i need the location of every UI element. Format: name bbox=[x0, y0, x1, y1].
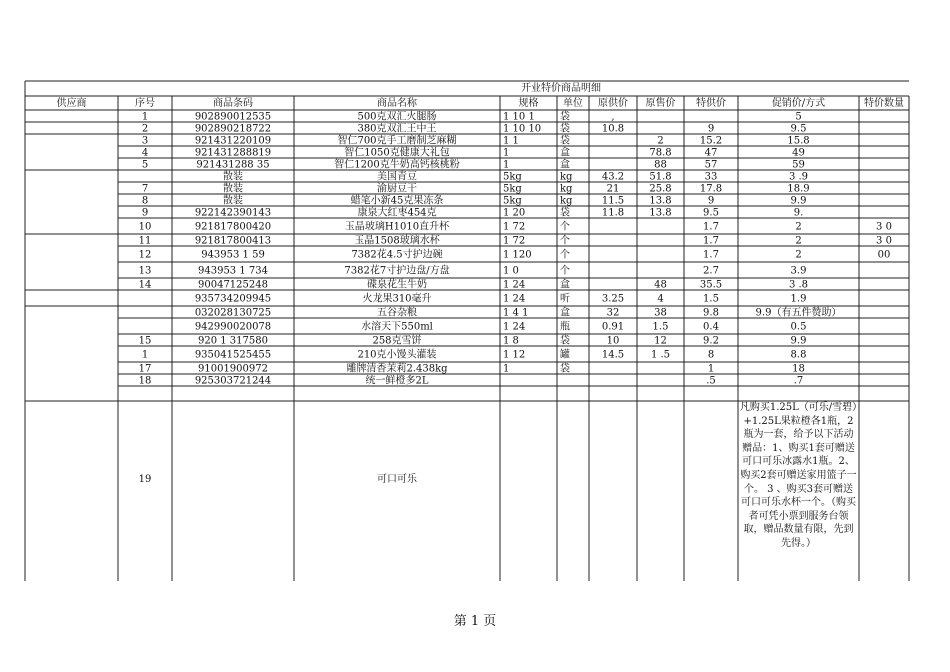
cell-unit: 袋 bbox=[560, 111, 570, 123]
header-special-supply: 特供价 bbox=[696, 98, 726, 109]
cell-spec: 1 24 bbox=[503, 321, 526, 333]
cell-special-supply: 17.8 bbox=[699, 183, 723, 195]
cell-special-supply: 57 bbox=[704, 159, 718, 171]
cell-orig-supply: 3.25 bbox=[601, 293, 625, 305]
table-row bbox=[139, 264, 807, 277]
cell-name: 智仁1050克健康大礼包 bbox=[344, 147, 450, 159]
cell-name: 美国青豆 bbox=[377, 171, 417, 183]
cell-orig-supply: 10 bbox=[606, 335, 620, 347]
cell-seq: 5 bbox=[141, 159, 149, 171]
table-row bbox=[142, 194, 807, 207]
cell-unit: 盒 bbox=[560, 279, 570, 291]
table-row bbox=[142, 122, 807, 135]
table-row bbox=[139, 248, 891, 261]
cell-barcode: 散装 bbox=[223, 183, 243, 195]
cell-special-qty: 00 bbox=[877, 249, 891, 261]
cell-barcode: 935041525455 bbox=[194, 349, 272, 361]
cell-seq: 1 bbox=[141, 349, 149, 361]
cell-spec: 1 bbox=[503, 159, 510, 171]
cell-unit: 罐 bbox=[560, 349, 570, 361]
cell-unit: kg bbox=[560, 183, 573, 195]
cell-special-supply: 1.7 bbox=[703, 235, 719, 247]
table-row bbox=[139, 374, 804, 387]
cell-unit: 个 bbox=[560, 249, 570, 261]
cell-promo: 5 bbox=[795, 111, 802, 123]
cell-name: 380克双汇王中王 bbox=[357, 123, 437, 135]
cell-special-qty: 3 0 bbox=[876, 235, 892, 247]
cell-special-supply: .5 bbox=[706, 375, 716, 387]
cell-seq: 12 bbox=[138, 249, 152, 261]
cell-orig-retail: 48 bbox=[654, 279, 667, 291]
cell-barcode: 032028130725 bbox=[194, 307, 272, 319]
cell-spec: 1 24 bbox=[503, 279, 526, 291]
cell-special-supply: 1.7 bbox=[703, 249, 719, 261]
header-promo: 促销价/方式 bbox=[771, 98, 826, 109]
cell-promo: 3 .9 bbox=[788, 171, 809, 183]
header-orig-retail: 原售价 bbox=[645, 98, 676, 109]
cell-orig-supply: 10.8 bbox=[601, 123, 625, 135]
table-row bbox=[139, 234, 892, 247]
table-row bbox=[139, 220, 892, 233]
cell-unit: 个 bbox=[560, 221, 570, 233]
cell-orig-supply: 43.2 bbox=[601, 171, 625, 183]
header-seq: 序号 bbox=[135, 98, 155, 109]
cell-name: 玉晶玻璃H1010直升杯 bbox=[344, 221, 450, 233]
cell-orig-retail: 88 bbox=[654, 159, 667, 171]
cell-spec: 1 8 bbox=[503, 335, 519, 347]
cell-seq: 19 bbox=[138, 474, 152, 485]
cell-unit: 瓶 bbox=[560, 321, 570, 333]
cell-seq: 17 bbox=[138, 363, 152, 375]
cell-name: 智仁1200克牛奶高钙核桃粉 bbox=[334, 159, 460, 171]
cell-barcode: 925303721244 bbox=[194, 375, 272, 387]
cell-spec: 5kg bbox=[503, 171, 522, 183]
cell-seq: 4 bbox=[141, 147, 149, 159]
cell-orig-supply: 14.5 bbox=[601, 349, 625, 361]
cell-unit: 袋 bbox=[560, 123, 570, 135]
cell-promo: 2 bbox=[795, 249, 802, 261]
cell-barcode: 922142390143 bbox=[194, 207, 272, 219]
cell-orig-retail: 13.8 bbox=[649, 195, 672, 207]
cell-unit: 袋 bbox=[560, 135, 570, 147]
cell-promo: 2 bbox=[795, 221, 802, 233]
cell-special-supply: 1.7 bbox=[703, 221, 719, 233]
cell-seq: 7 bbox=[141, 183, 149, 195]
cell-special-supply: 33 bbox=[704, 171, 718, 183]
cell-name: 统一鲜橙多2L bbox=[365, 375, 429, 387]
cell-unit: 袋 bbox=[560, 207, 570, 219]
cell-special-supply: 9.8 bbox=[703, 307, 719, 319]
table-row bbox=[139, 473, 418, 485]
cell-name: 7382花7寸护边盘/方盘 bbox=[344, 265, 450, 277]
cell-barcode: 902890012535 bbox=[194, 111, 272, 123]
cell-orig-supply: 11.5 bbox=[601, 195, 625, 207]
cell-unit: kg bbox=[560, 171, 573, 183]
cell-special-qty: 3 0 bbox=[876, 221, 892, 233]
cell-spec: 1 120 bbox=[503, 249, 532, 261]
cell-special-supply: 9 bbox=[707, 195, 715, 207]
cell-orig-retail: 38 bbox=[654, 307, 667, 319]
table-row bbox=[142, 146, 805, 159]
cell-name: 智仁700克手工磨制芝麻糊 bbox=[337, 135, 457, 147]
cell-spec: 1 10 10 bbox=[503, 123, 542, 135]
cell-promo: 2 bbox=[795, 235, 802, 247]
cell-spec: 1 72 bbox=[503, 235, 526, 247]
cell-unit: 袋 bbox=[560, 363, 570, 375]
cell-barcode: 921817800420 bbox=[194, 221, 272, 233]
cell-promo: .7 bbox=[793, 375, 804, 387]
cell-promo: 9.9 bbox=[790, 335, 807, 347]
header-unit: 单位 bbox=[563, 98, 583, 109]
cell-promo: 9.9 bbox=[790, 195, 807, 207]
table-row bbox=[139, 278, 808, 291]
cell-promo: 9.5 bbox=[790, 123, 807, 135]
header-orig-supply: 原供价 bbox=[598, 98, 628, 109]
page-number: 第 1 页 bbox=[453, 614, 497, 629]
cell-spec: 1 bbox=[503, 147, 510, 159]
cell-special-supply: 9.5 bbox=[703, 207, 719, 219]
header-supplier: 供应商 bbox=[56, 98, 87, 109]
cell-barcode: 921431220109 bbox=[194, 135, 272, 147]
cell-promo: 3.9 bbox=[790, 265, 807, 277]
cell-name: 雕牌清香茉莉2.438kg bbox=[346, 363, 448, 375]
header-row bbox=[57, 96, 905, 109]
cell-name: 碟泉花生牛奶 bbox=[367, 279, 427, 291]
cell-special-supply: 0.4 bbox=[703, 321, 719, 333]
cell-unit: 个 bbox=[560, 265, 570, 277]
cell-promo: 9. bbox=[793, 207, 804, 219]
cell-name: 水溶天下550ml bbox=[361, 321, 433, 333]
cell-promo: 59 bbox=[792, 159, 805, 171]
cell-special-supply: 1 bbox=[707, 363, 715, 375]
cell-promo: 18.9 bbox=[787, 183, 810, 195]
cell-promo: 0.5 bbox=[790, 321, 807, 333]
table-row bbox=[195, 292, 807, 305]
cell-promo: 49 bbox=[792, 147, 805, 159]
cell-unit: 盒 bbox=[560, 147, 570, 159]
cell-unit: 盒 bbox=[560, 307, 570, 319]
cell-seq: 3 bbox=[141, 135, 149, 147]
cell-barcode: 902890218722 bbox=[194, 123, 272, 135]
cell-promo: 18 bbox=[792, 363, 805, 375]
cell-orig-retail: 2 bbox=[657, 135, 664, 147]
cell-name: 7382花4.5寸护边碗 bbox=[351, 249, 443, 261]
cell-spec: 1 0 bbox=[503, 265, 519, 277]
cell-seq: 15 bbox=[138, 335, 152, 347]
table-row bbox=[142, 206, 803, 219]
cell-seq: 10 bbox=[138, 221, 152, 233]
cell-seq: 18 bbox=[138, 375, 152, 387]
cell-orig-retail: 12 bbox=[654, 335, 667, 347]
cell-special-supply: 8 bbox=[707, 349, 715, 361]
table-row bbox=[142, 134, 810, 147]
cell-special-supply: 9 bbox=[707, 123, 715, 135]
cell-spec: 1 72 bbox=[503, 221, 526, 233]
table-row bbox=[142, 110, 802, 123]
cell-name: 500克双汇火腿肠 bbox=[357, 111, 437, 123]
cell-unit: 袋 bbox=[560, 335, 570, 347]
table-row bbox=[195, 306, 842, 319]
cell-barcode: 920 1 317580 bbox=[198, 335, 268, 347]
cell-barcode: 935734209945 bbox=[194, 293, 272, 305]
cell-orig-retail: 4 bbox=[657, 293, 664, 305]
promo-description: 凡购买1.25L（可乐/雪碧）+1.25L果粒橙各1瓶，2瓶为一套，给予以下活动赠品：1、购买1套可赠送可口可乐冰露水1瓶。2、购买2套可赠送家用篮子一个。 3 、购买3套可赠送可口可乐水杯一个。（购买者可凭小票到服务台领取，赠品数量有限，先到先得。） bbox=[739, 402, 858, 549]
cell-promo: 15.8 bbox=[787, 135, 810, 147]
cell-special-supply: 9.2 bbox=[703, 335, 719, 347]
cell-special-supply: 47 bbox=[704, 147, 718, 159]
cell-spec: 1 bbox=[503, 363, 510, 375]
cell-seq: 14 bbox=[138, 279, 152, 291]
table-row bbox=[139, 362, 805, 375]
cell-spec: 1 20 bbox=[503, 207, 526, 219]
cell-name: 可口可乐 bbox=[377, 474, 417, 485]
cell-spec: 5kg bbox=[503, 195, 522, 207]
header-special-qty: 特价数量 bbox=[864, 98, 904, 109]
table-row bbox=[139, 334, 807, 347]
cell-spec: 1 12 bbox=[503, 349, 526, 361]
cell-name: 渝厨豆干 bbox=[377, 183, 417, 195]
cell-special-supply: 15.2 bbox=[699, 135, 723, 147]
cell-orig-supply: 0.91 bbox=[601, 321, 625, 333]
cell-seq: 1 bbox=[141, 111, 149, 123]
cell-unit: 盒 bbox=[560, 159, 570, 171]
cell-orig-supply: 32 bbox=[606, 307, 620, 319]
cell-special-supply: 2.7 bbox=[703, 265, 719, 277]
cell-spec: 1 1 bbox=[503, 135, 519, 147]
cell-name: 210克小馒头灌装 bbox=[357, 349, 437, 361]
cell-promo: 9.9（有五件赞助） bbox=[755, 307, 842, 319]
table-row bbox=[195, 320, 807, 333]
cell-unit: kg bbox=[560, 195, 573, 207]
cell-unit: 听 bbox=[560, 293, 570, 305]
table-row bbox=[142, 158, 805, 171]
cell-seq: 9 bbox=[141, 207, 149, 219]
cell-barcode: 散装 bbox=[223, 171, 243, 183]
cell-orig-supply: 21 bbox=[606, 183, 620, 195]
table-title: 开业特价商品明细 bbox=[521, 83, 601, 94]
cell-unit: 个 bbox=[560, 235, 570, 247]
cell-barcode: 942990020078 bbox=[194, 321, 272, 333]
cell-seq: 8 bbox=[141, 195, 149, 207]
table-row bbox=[223, 170, 808, 183]
cell-name: 蜡笔小新45克果冻条 bbox=[350, 195, 444, 207]
cell-promo: 1.9 bbox=[790, 293, 807, 305]
table-row bbox=[142, 182, 810, 195]
cell-barcode: 921431288819 bbox=[194, 147, 272, 159]
cell-barcode: 943953 1 734 bbox=[198, 265, 268, 277]
cell-name: 康泉大红枣454克 bbox=[357, 207, 437, 219]
cell-barcode: 921431288 35 bbox=[196, 159, 270, 171]
cell-spec: 1 4 1 bbox=[503, 307, 529, 319]
cell-orig-supply: , bbox=[611, 111, 615, 123]
cell-orig-retail: 78.8 bbox=[649, 147, 672, 159]
cell-spec: 5kg bbox=[503, 183, 522, 195]
cell-seq: 13 bbox=[138, 265, 152, 277]
cell-orig-retail: 25.8 bbox=[649, 183, 672, 195]
table-row bbox=[142, 348, 807, 361]
cell-special-supply: 35.5 bbox=[699, 279, 723, 291]
cell-name: 火龙果310毫升 bbox=[362, 293, 432, 305]
cell-orig-retail: 13.8 bbox=[649, 207, 672, 219]
cell-barcode: 散装 bbox=[223, 195, 243, 207]
cell-promo: 8.8 bbox=[790, 349, 807, 361]
cell-orig-retail: 51.8 bbox=[649, 171, 672, 183]
header-barcode: 商品条码 bbox=[213, 98, 253, 109]
cell-barcode: 90047125248 bbox=[198, 279, 268, 291]
cell-orig-retail: 1.5 bbox=[652, 321, 669, 333]
cell-barcode: 921817800413 bbox=[194, 235, 272, 247]
cell-promo: 3 .8 bbox=[788, 279, 809, 291]
header-spec: 规格 bbox=[518, 98, 539, 109]
cell-name: 五谷杂粮 bbox=[377, 307, 417, 319]
cell-seq: 2 bbox=[141, 123, 149, 135]
cell-name: 玉晶1508玻璃水杯 bbox=[354, 235, 440, 247]
header-name: 商品名称 bbox=[377, 98, 417, 109]
cell-spec: 1 10 1 bbox=[503, 111, 535, 123]
cell-spec: 1 24 bbox=[503, 293, 526, 305]
cell-barcode: 91001900972 bbox=[198, 363, 268, 375]
cell-seq: 11 bbox=[138, 235, 152, 247]
cell-special-supply: 1.5 bbox=[703, 293, 719, 305]
cell-orig-retail: 1 .5 bbox=[650, 349, 671, 361]
cell-orig-supply: 11.8 bbox=[601, 207, 625, 219]
cell-name: 258克雪饼 bbox=[372, 335, 422, 347]
cell-barcode: 943953 1 59 bbox=[201, 249, 265, 261]
